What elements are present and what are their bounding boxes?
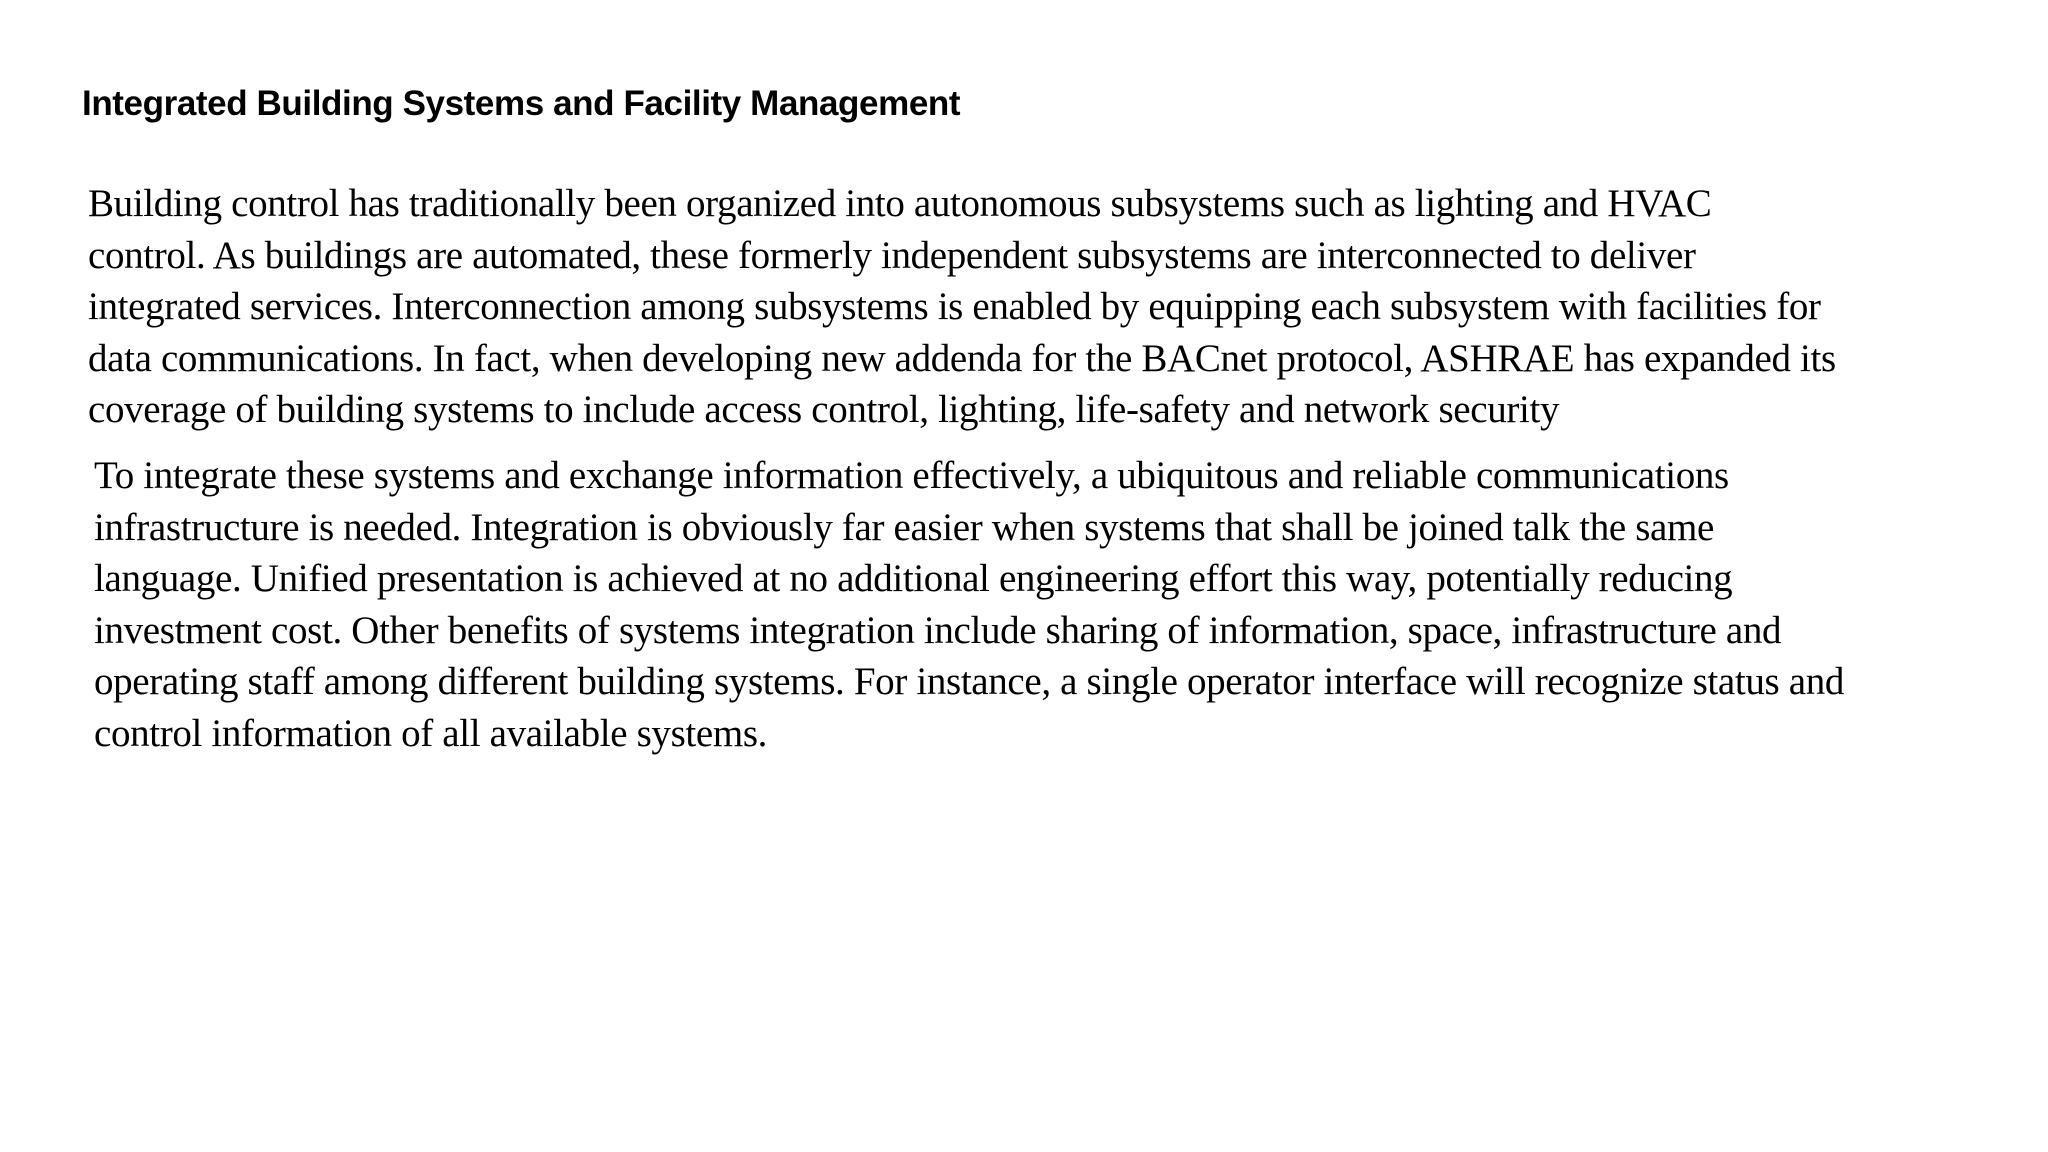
paragraph-line: investment cost. Other benefits of systems integration include sharing of information, space, infrastructure and — [94, 608, 1782, 652]
paragraph-line: language. Unified presentation is achieved at no additional engineering effort this way, potentially reducing — [94, 557, 1733, 600]
paragraph-integration — [94, 450, 1844, 759]
paragraph-line: To integrate these systems and exchange information effectively, a ubiquitous and reliable communications — [94, 454, 1729, 497]
paragraph-line: infrastructure is needed. Integration is obviously far easier when systems that shall be joined talk the same — [94, 505, 1714, 549]
paragraph-line: coverage of building systems to include access control, lighting, life-safety and network security — [88, 388, 1560, 431]
paragraph-line: Building control has traditionally been organized into autonomous subsystems such as lighting and HVAC — [88, 182, 1712, 225]
paragraph-line: integrated services. Interconnection among subsystems is enabled by equipping each subsystem with facilities for — [88, 285, 1821, 328]
paragraph-line: control. As buildings are automated, these formerly independent subsystems are interconnected to deliver — [88, 233, 1696, 277]
paragraph-line: control information of all available systems. — [94, 711, 768, 755]
document-title: Integrated Building Systems and Facility Management — [82, 84, 961, 123]
paragraph-line: operating staff among different building systems. For instance, a single operator interface will recognize status and — [94, 660, 1845, 703]
paragraph-building-control — [88, 178, 1836, 436]
paragraph-line: data communications. In fact, when developing new addenda for the BACnet protocol, ASHRAE has expanded its — [88, 336, 1836, 380]
